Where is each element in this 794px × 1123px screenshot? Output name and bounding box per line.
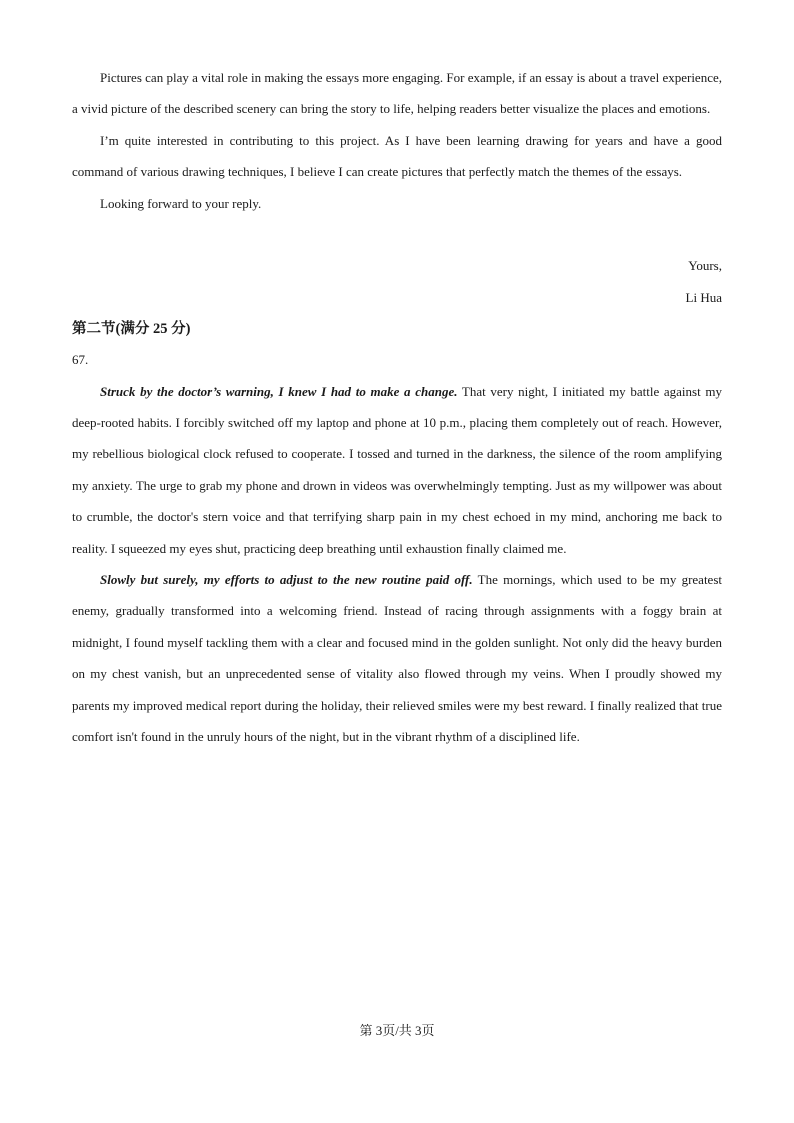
paragraph-lead-sentence: Struck by the doctor’s warning, I knew I had to make a change.: [100, 383, 458, 399]
paragraph-body: The mornings, which used to be my greatest enemy, gradually transformed into a welcoming friend. Instead of racing through assignments with a foggy brain at midnight, I found myself tackling them with a clear and focused mind in the golden sunlight. Not only did the heavy burden on my chest vanish, but an unprecedented sense of vitality also flowed through my veins. When I proudly showed my parents my improved medical report during the holiday, their relieved smiles were my best reward. I finally realized that true comfort isn't found in the unruly hours of the night, but in the vibrant rhythm of a disciplined life.: [72, 572, 722, 745]
letter-paragraph: Pictures can play a vital role in making the essays more engaging. For example, if an essay is about a travel experience, a vivid picture of the described scenery can bring the story to life, helping readers better visualize the places and emotions.: [72, 70, 722, 117]
letter-closing: Yours,: [688, 258, 722, 274]
letter-paragraph: I’m quite interested in contributing to this project. As I have been learning drawing for years and have a good command of various drawing techniques, I believe I can create pictures that perfectly match the themes of the essays.: [72, 132, 722, 180]
section-title: 第二节(满分 25 分): [72, 321, 191, 338]
paragraph-lead-sentence: Slowly but surely, my efforts to adjust to the new routine paid off.: [100, 572, 473, 588]
paragraph-body: That very night, I initiated my battle against my deep-rooted habits. I forcibly switched off my laptop and phone at 10 p.m., placing them completely out of reach. However, my rebellious biological clock refused to cooperate. I tossed and turned in the darkness, the silence of the room amplifying my anxiety. The urge to grab my phone and drown in videos was overwhelmingly tempting. Just as my willpower was about to crumble, the doctor's stern voice and that terrifying sharp pain in my chest echoed in my mind, anchoring me back to reality. I squeezed my eyes shut, practicing deep breathing until exhaustion finally claimed me.: [72, 383, 722, 556]
question-number: 67.: [72, 352, 89, 368]
letter-signature: Li Hua: [685, 289, 722, 305]
essay-paragraph: [72, 376, 722, 564]
document-page: [72, 62, 722, 753]
essay-paragraph: [72, 564, 722, 752]
page-footer: 第 3页/共 3页: [359, 1023, 435, 1038]
letter-paragraph: Looking forward to your reply.: [100, 195, 262, 211]
spacer: [72, 219, 722, 250]
